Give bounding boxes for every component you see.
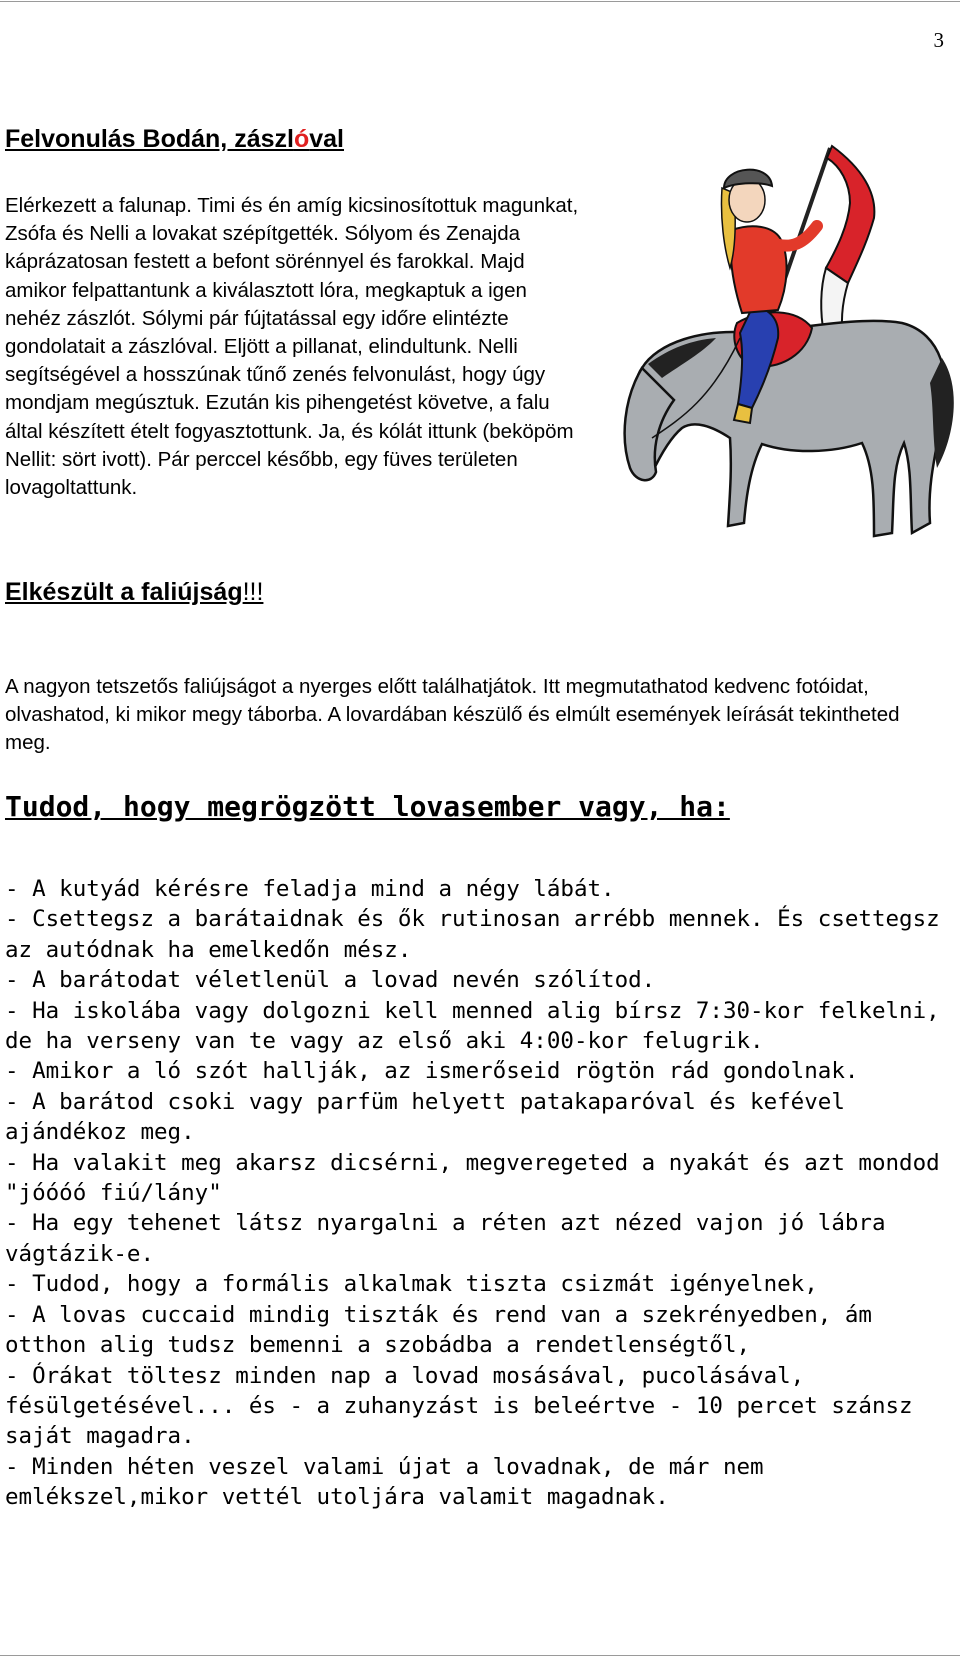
list-item: - Csettegsz a barátaidnak és ők rutinosan arrébb mennek. És csettegsz az autódnak ha emelkedőn mész. [5, 906, 940, 963]
page-number: 3 [933, 28, 944, 52]
section-title-noticeboard [5, 578, 263, 607]
noticeboard-title-exclamation: !!! [242, 578, 264, 606]
bottom-rule [0, 1655, 960, 1656]
title-text-end: val [309, 125, 344, 153]
list-item: - A lovas cuccaid mindig tiszták és rend van a szekrényedben, ám otthon alig tudsz bemenni a szobádba a rendetlenségtől, [5, 1301, 872, 1359]
rider-boot [734, 404, 752, 423]
list-item: - A kutyád kérésre feladja mind a négy lábát. [5, 876, 615, 902]
list-item: - Ha iskolába vagy dolgozni kell menned alig bírsz 7:30-kor felkelni, de ha verseny van te vagy az első aki 4:00-kor felugrik. [5, 997, 940, 1055]
horse-person-list [5, 874, 950, 1513]
noticeboard-title-text: Elkészült a faliújság [5, 578, 243, 606]
list-item: - A barátodat véletlenül a lovad nevén szólítod. [5, 967, 656, 994]
rider-on-horse-illustration [612, 138, 957, 568]
flag-red-stripe [826, 146, 874, 283]
title-red-letter: ó [293, 125, 310, 153]
list-item: - A barátod csoki vagy parfüm helyett patakaparóval és kefével ajándékoz meg. [5, 1088, 845, 1146]
list-item: - Tudod, hogy a formális alkalmak tiszta csizmát igényelnek, [5, 1271, 818, 1298]
noticeboard-paragraph: A nagyon tetszetős faliújságot a nyerges előtt találhatjátok. Itt megmutathatod kedvenc fotóidat, olvashatod, ki mikor megy táborba. A lovardában készülő és elmúlt események leírását tekintheted meg. [5, 675, 900, 755]
title-text: Felvonulás Bodán, zászl [5, 125, 294, 153]
list-item: - Amikor a ló szót hallják, az ismerőseid rögtön rád gondolnak. [5, 1058, 859, 1085]
list-item: - Minden héten veszel valami újat a lovadnak, de már nem emlékszel,mikor vettél utoljára valamit magadnak. [5, 1453, 764, 1511]
top-rule [0, 1, 960, 2]
list-item: - Órákat töltesz minden nap a lovad mosásával, pucolásával, fésülgetésével... és - a zuhanyzást is beleértve - 10 percet szánsz saját magadra. [5, 1362, 913, 1450]
section-title-horse-person: Tudod, hogy megrögzött lovasember vagy, ha: [5, 790, 730, 823]
parade-paragraph: Elérkezett a falunap. Timi és én amíg kicsinosítottuk magunkat, Zsófa és Nelli a lovakat szépítgették. Sólyom és Zenajda káprázatosan festett a befont sörénnyel és farokkal. Majd amikor felpattantunk a kiválasztott lóra, megkaptuk a igen nehéz zászlót. Sólymi pár fújtatással egy időre elintézte gondolatait a zászlóval. Eljött a pillanat, elindultunk. Nelli segítségével a hosszúnak tűnő zenés felvonulást, hogy úgy mondjam megúsztuk. Ezután kis pihengetést követve, a falu által készített ételt fogyasztottunk. Ja, és kólát ittunk (beköpöm Nellit: sört ivott). Pár perccel később, egy füves területen lovagoltattunk. [5, 194, 579, 500]
list-item: - Ha valakit meg akarsz dicsérni, megveregeted a nyakát és azt mondod "jóóóó fiú/lány" [5, 1149, 940, 1207]
section-title-parade [5, 125, 344, 154]
list-item: - Ha egy tehenet látsz nyargalni a réten azt nézed vajon jó lábra vágtázik-e. [5, 1210, 886, 1267]
